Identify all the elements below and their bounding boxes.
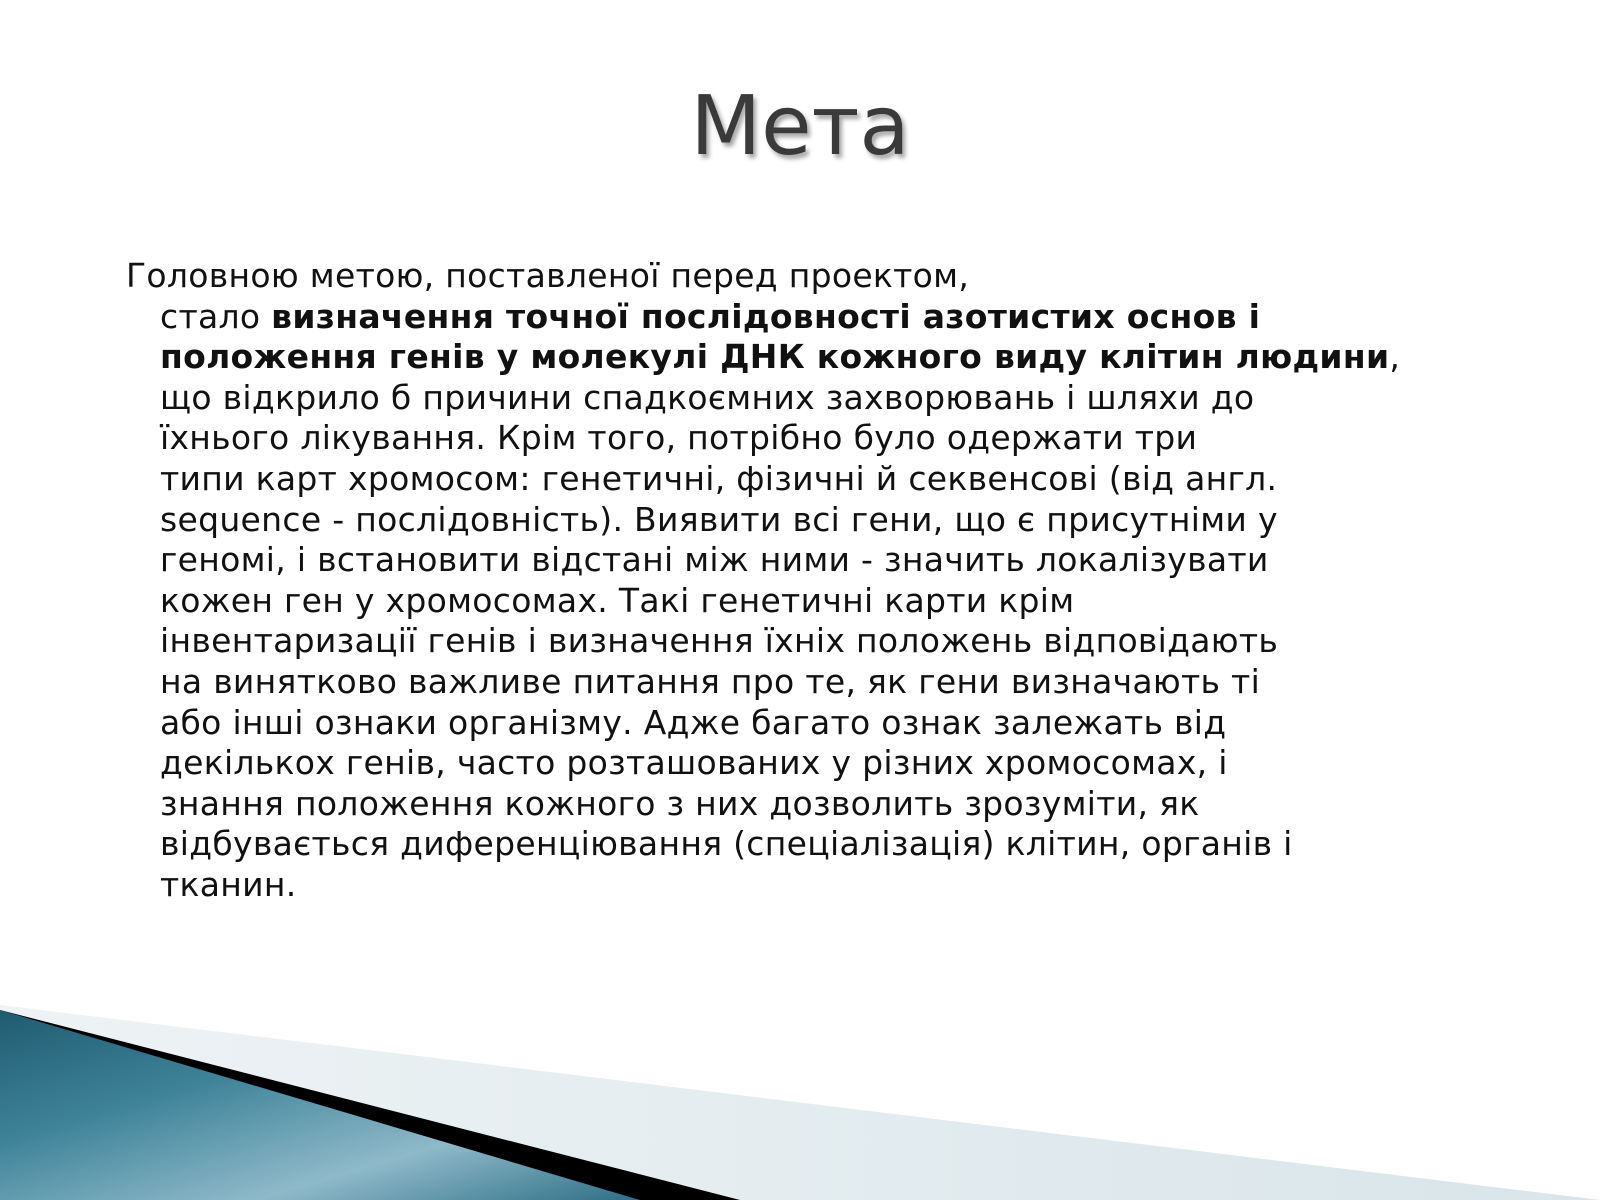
bold-emphasis: положення генів у молекулі ДНК кожного виду клітин людини [160,337,1390,377]
text-line: інвентаризації генів і визначення їхніх положень відповідають [160,621,1279,661]
text-line: кожен ген у хромосомах. Такі генетичні карти крім [160,580,1075,620]
text-line: геномі, і встановити відстані між ними - значить локалізувати [160,540,1269,580]
text-line: sequence - послідовність). Виявити всі гени, що є присутніми у [160,499,1278,539]
text-line: знання положення кожного з них дозволить зрозуміти, як [160,783,1200,823]
text-line: декількох генів, часто розташованих у різних хромосомах, і [160,743,1228,783]
slide-title: Мета [690,79,910,174]
text-line: на винятково важливе питання про те, як гени визначають ті [160,661,1261,701]
text-line: Головною метою, поставленої перед проектом, [126,256,970,295]
text-line: положення генів у молекулі ДНК кожного виду клітин людини, [160,337,1401,377]
text-line: типи карт хромосом: генетичні, фізичні й секвенсові (від англ. [160,458,1278,498]
text-line: або інші ознаки організму. Адже багато ознак залежать від [160,702,1227,742]
text-line: тканин. [160,864,297,904]
text-line: їхнього лікування. Крім того, потрібно було одержати три [160,418,1198,458]
text-line: стало визначення точної послідовності азотистих основ і [160,296,1261,336]
text-line: що відкрило б причини спадкоємних захворювань і шляхи до [160,377,1255,417]
bold-emphasis: визначення точної послідовності азотистих основ і [271,296,1261,336]
text-line: відбувається диференціювання (спеціалізація) клітин, органів і [160,824,1293,864]
